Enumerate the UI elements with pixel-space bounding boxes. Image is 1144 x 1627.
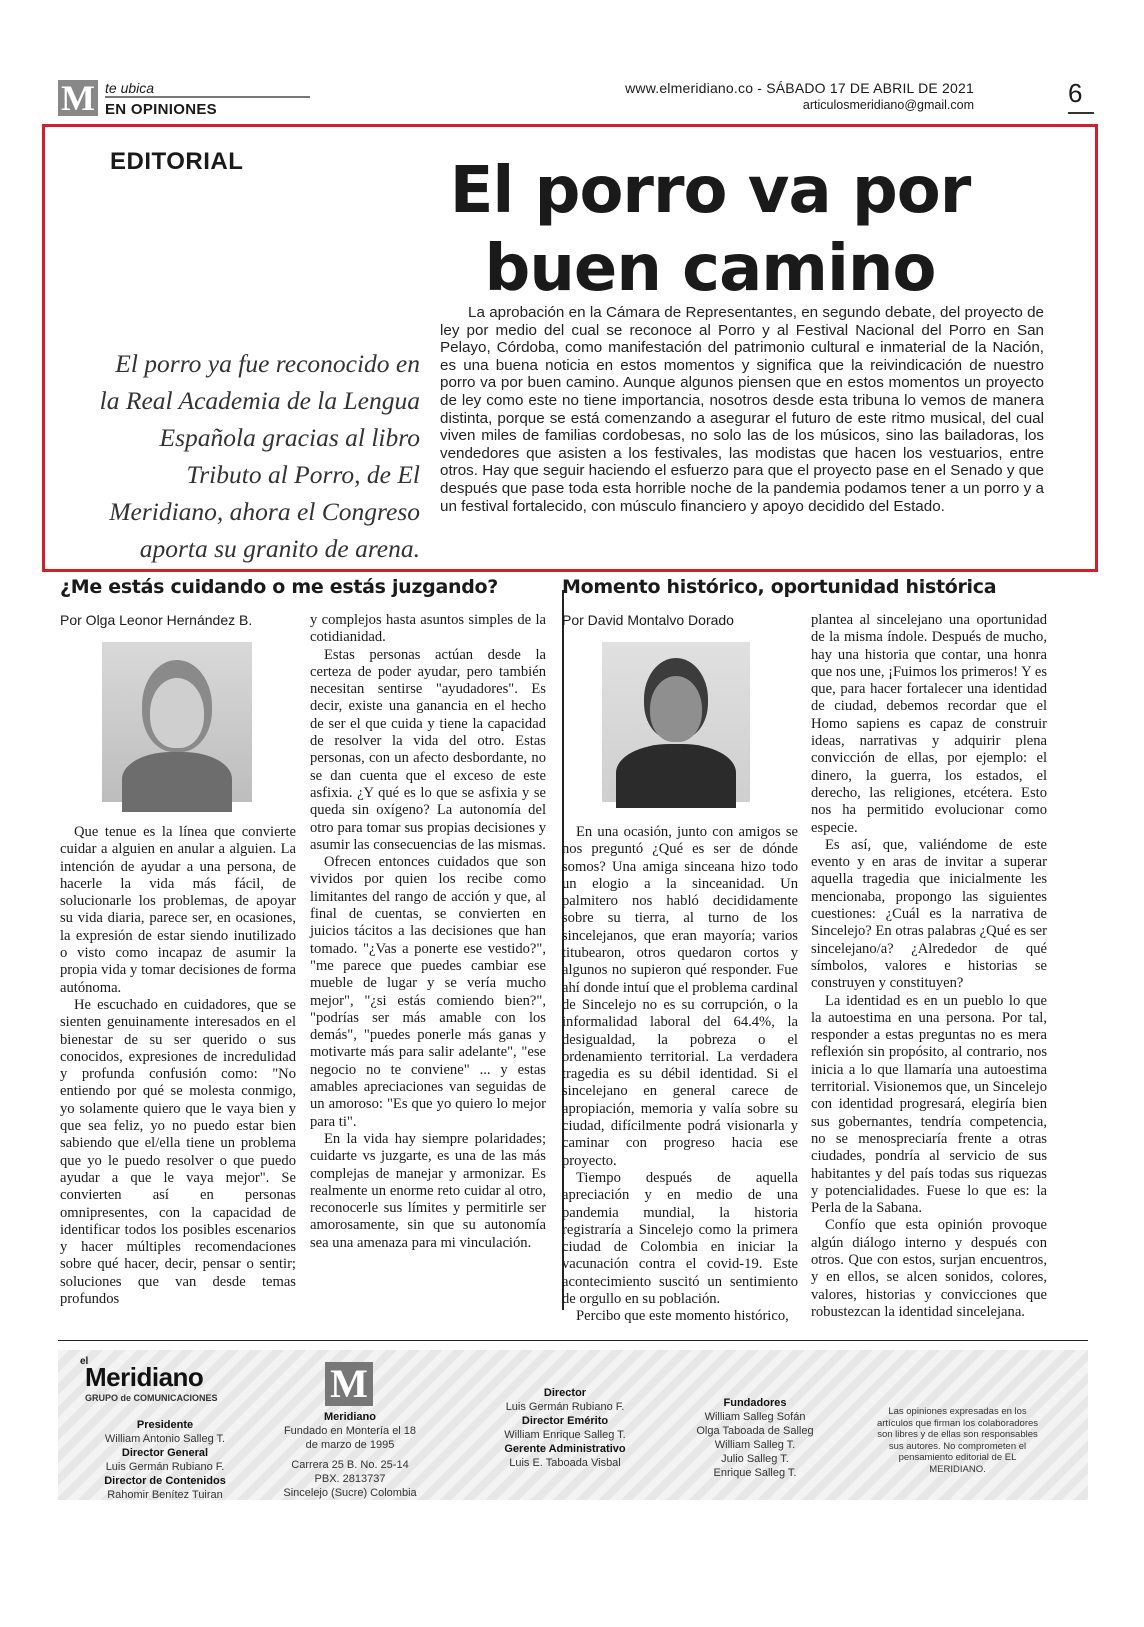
site-date[interactable]: www.elmeridiano.co - SÁBADO 17 DE ABRIL DE 2021 [625, 80, 974, 96]
footer-staff-1 [80, 1418, 250, 1502]
staff-name: Luis E. Taboada Visbal [509, 1457, 621, 1469]
page-number: 6 [1068, 78, 1083, 108]
header-meta [625, 80, 974, 112]
founders-label: Fundadores [723, 1397, 787, 1409]
editorial-title: El porro va por buen camino [449, 154, 971, 306]
article-right-col1 [562, 824, 798, 1326]
staff-name: Rahomir Benítez Tuiran [107, 1489, 223, 1501]
paragraph: En una ocasión, junto con amigos se nos preguntó ¿Qué es ser de dónde somos? Una amiga sinceana hizo todo un elogio a la sinceanidad. Un palmitero nos habló decididamente sobre su tierra, al turno de los sincelejanos, que eran mayoría; varios titubearon, otros quedaron cortos y algunos no supieron qué responder. Fue ahí donde intuí que el problema cardinal de Sincelejo no es su corrupción, o la informalidad laboral del 64.4%, la desigualdad, la pobreza o el ordenamiento territorial. La verdadera tragedia es su débil identidad. Si el sincelejano en general carece de apropiación, memoria y valía sobre su ciudad, difícilmente podrá visionarla y caminar con progreso hacia ese proyecto. [562, 824, 798, 1169]
staff-role: Director Emérito [521, 1415, 609, 1427]
footer-brand-name: Meridiano [85, 1362, 204, 1392]
city: Sincelejo (Sucre) Colombia [283, 1487, 417, 1499]
footer-brand-sub: GRUPO de COMUNICACIONES [85, 1393, 218, 1403]
staff-name: Luis Germán Rubiano F. [105, 1461, 225, 1473]
contact-email[interactable]: articulosmeridiano@gmail.com [802, 98, 974, 112]
paragraph: La identidad es en un pueblo lo que la autoestima en una persona. Por tal, responder a estas preguntas no es mera reflexión sin propósito, al contrario, nos inicia a lo que llamaría una autoestima territorial. Visionemos que, un Sincelejo con identidad progresará, elegiría bien sus gobernantes, tendría competencia, no se menospreciaría frente a otras ciudades, pondría al servicio de sus habitantes y del país todas sus riquezas y potencialidades. Fuese lo que es: la Perla de la Sabana. [811, 992, 1047, 1217]
article-right-col2 [811, 612, 1047, 1321]
article-left-author: Por Olga Leonor Hernández B. [60, 612, 253, 628]
footer-staff-2 [480, 1386, 650, 1470]
portrait-face [650, 676, 702, 742]
staff-role: Director [543, 1387, 587, 1399]
staff-role: Director de Contenidos [104, 1475, 226, 1487]
founded-text: Fundado en Montería el 18 de marzo de 1995 [283, 1425, 417, 1451]
footer-disclaimer: Las opiniones expresadas en los artículos que firman los colaboradores son libres y de ellas son responsables sus autores. No comprometen el pensamiento editorial de EL MERIDIANO. [876, 1406, 1039, 1475]
staff-name: William Enrique Salleg T. [504, 1429, 626, 1441]
editorial-pull-quote: El porro ya fue reconocido en la Real Academia de la Lengua Española gracias al libro Tributo al Porro, de El Meridiano, ahora el Congreso aporta su granito de arena. [99, 349, 420, 563]
paragraph: Es así, que, valiéndome de este evento y en aras de invitar a superar aquella tragedia que inicialmente les mencionaba, propongo las siguientes cuestiones: ¿Cuál es la narrativa de Sincelejo? En otras palabras ¿Qué es ser sincelejano/a? ¿Alrededor de qué símbolos, valores e historias se construyen y constituyen? [811, 836, 1047, 992]
paragraph: Confío que esta opinión provoque algún diálogo interno y después con otros. Que con estos, surjan encuentros, y en ellos, se alcen sonidos, colores, valores, historias y convicciones que robustezcan la identidad sincelejana. [811, 1217, 1047, 1320]
staff-role: Presidente [136, 1419, 194, 1431]
article-left-col2 [310, 612, 546, 1252]
site-logo[interactable]: M [58, 80, 98, 116]
footer-brand [85, 1362, 218, 1403]
paragraph: y complejos hasta asuntos simples de la cotidianidad. [310, 612, 546, 646]
founder-name: Enrique Salleg T. [713, 1467, 797, 1479]
staff-role: Director General [121, 1447, 209, 1459]
footer-contact [280, 1410, 420, 1500]
paragraph: Tiempo después de aquella apreciación y en medio de una pandemia mundial, la historia registraría a Sincelejo como la primera ciudad de Colombia en iniciar la vacunación contra el covid-19. Este acontecimiento suscitó un sentimiento de orgullo en su población. [562, 1169, 798, 1308]
paragraph: Ofrecen entonces cuidados que son vividos por quien los recibe como limitantes del rango de acción y que, al final de cuentas, se convierten en juicios tácitos a las decisiones que han tomado. "¿Vas a ponerte ese vestido?", "me parece que puedes cambiar ese mueble de lugar y se vería mucho mejor", "¿si estás comiendo bien?", "podrías ser más amable con los demás", "puedes ponerle más ganas y motivarte más para salir adelante", "ese negocio no te conviene" ... y estas amables apreciaciones van seguidas de un amoroso: "Es que yo quiero lo mejor para ti". [310, 854, 546, 1130]
staff-role: Gerente Administrativo [504, 1443, 626, 1455]
tagline: te ubica [105, 80, 155, 96]
portrait-suit [616, 744, 736, 808]
founder-name: Olga Taboada de Salleg [696, 1425, 814, 1437]
paragraph: Que tenue es la línea que convierte cuidar a alguien en anular a alguien. La intención de ayudar a una persona, de hacerle la vida más fácil, de solucionarle los problemas, de apoyar su vida diaria, parece ser, en ocasiones, la expresión de estar siendo inutilizado o visto como incapaz de asumir la propia vida y tomar decisiones de forma autónoma. [60, 824, 296, 996]
author-photo-left [102, 642, 252, 802]
footer-rule [58, 1340, 1088, 1341]
footer-founders [680, 1396, 830, 1480]
paragraph: plantea al sincelejano una oportunidad de la misma índole. Después de mucho, hay una historia que contar, una honra que nos une, ¡Fuimos los primeros! Y es que, para hacer fortalecer una identidad de ciudad, debemos recordar que el Homo sapiens es capaz de construir ideas, narrativas y adquirir plena convicción de ellas, por ejemplo: el dinero, la guerra, los estados, el derecho, las religiones, etcétera. Esto nos ha permitido evolucionar como especie. [811, 612, 1047, 836]
founder-name: Julio Salleg T. [721, 1453, 789, 1465]
footer-logo: M [325, 1362, 373, 1406]
editorial-body: La aprobación en la Cámara de Representantes, en segundo debate, del proyecto de ley por medio del cual se reconoce al Porro y al Festival Nacional del Porro en San Pelayo, Córdoba, como manifestación del patrimonio cultural e inmaterial de la Nación, es una buena noticia en estos momentos y significa que la reivindicación de nuestro porro va por buen camino. Aunque algunos piensen que en estos momentos un proyecto de ley como este no tiene importancia, nosotros desde esta tribuna lo vemos de manera distinta, porque se está comenzando a asegurar el futuro de este ritmo musical, del cual viven miles de familias cordobesas, no solo las de los músicos, sino las bailadoras, los vendedores que asisten a los festivales, las modistas que hacen los vestuarios, entre otros. Hay que seguir haciendo el esfuerzo para que el proyecto pase en el Senado y que después que pase toda esta horrible noche de la pandemia podamos tener a un porro y a un festival fortalecido, con músculo financiero y apoyo decidido del Estado. [440, 304, 1044, 515]
paragraph: En la vida hay siempre polaridades; cuidarte vs juzgarte, es una de las más complejas de manejar y armonizar. Es realmente un enorme reto cuidar al otro, reconocerle sus límites y permitirle ser amorosamente, sin que su autonomía sea una amenaza para mi vinculación. [310, 1130, 546, 1251]
article-right-author: Por David Montalvo Dorado [562, 612, 734, 628]
editorial-label: EDITORIAL [110, 148, 244, 175]
portrait-face [150, 678, 204, 748]
staff-name: William Antonio Salleg T. [104, 1433, 226, 1445]
page-number-rule [1068, 112, 1094, 114]
author-photo-right [602, 642, 750, 802]
founder-name: William Salleg Sofán [704, 1411, 806, 1423]
portrait-shoulders [122, 752, 232, 812]
article-left-col1 [60, 824, 296, 1308]
header-rule [105, 96, 310, 98]
paragraph: He escuchado en cuidadores, que se sienten genuinamente interesados en el bienestar de su ser querido o sus conocidos, expresiones de incredulidad y profunda confusión como: "No entiendo por qué se molesta conmigo, yo solamente quiero que le vaya bien y que sea feliz, yo no puedo estar bien sabiendo que el/ella tiene un problema que yo le puedo resolver o que puedo ayudar a que le vaya mejor". Se convierten así en personas omnipresentes, con la capacidad de identificar todos los posibles escenarios y hacer múltiples recomendaciones sobre qué hacer, decir, pensar o sentir; soluciones que van desde temas profundos [60, 996, 296, 1308]
staff-name: Luis Germán Rubiano F. [505, 1401, 625, 1413]
article-right-title: Momento histórico, oportunidad histórica [562, 576, 997, 598]
paragraph: Percibo que este momento histórico, [576, 1308, 789, 1325]
article-left-title: ¿Me estás cuidando o me estás juzgando? [60, 576, 498, 598]
footer-logo-name: Meridiano [324, 1411, 376, 1423]
footer-brand-el: el [80, 1356, 89, 1367]
founder-name: William Salleg T. [714, 1439, 796, 1451]
pbx: PBX. 2813737 [314, 1473, 386, 1485]
section-label: EN OPINIONES [105, 101, 217, 118]
address: Carrera 25 B. No. 25-14 [291, 1459, 409, 1471]
paragraph: Estas personas actúan desde la certeza de poder ayudar, pero también necesitan sentirse "ayudadores". Es decir, existe una ganancia en el hecho de ser el que cuida y tiene la capacidad de resolver la vida del otro. Estas personas, con un afecto desbordante, no se dan cuenta que el exceso de este asfixia. ¿Y qué es lo que se asfixia y se queda sin oxígeno? La autonomía del otro para tomar sus propias decisiones y asumir las consecuencias de las mismas. [310, 646, 546, 853]
